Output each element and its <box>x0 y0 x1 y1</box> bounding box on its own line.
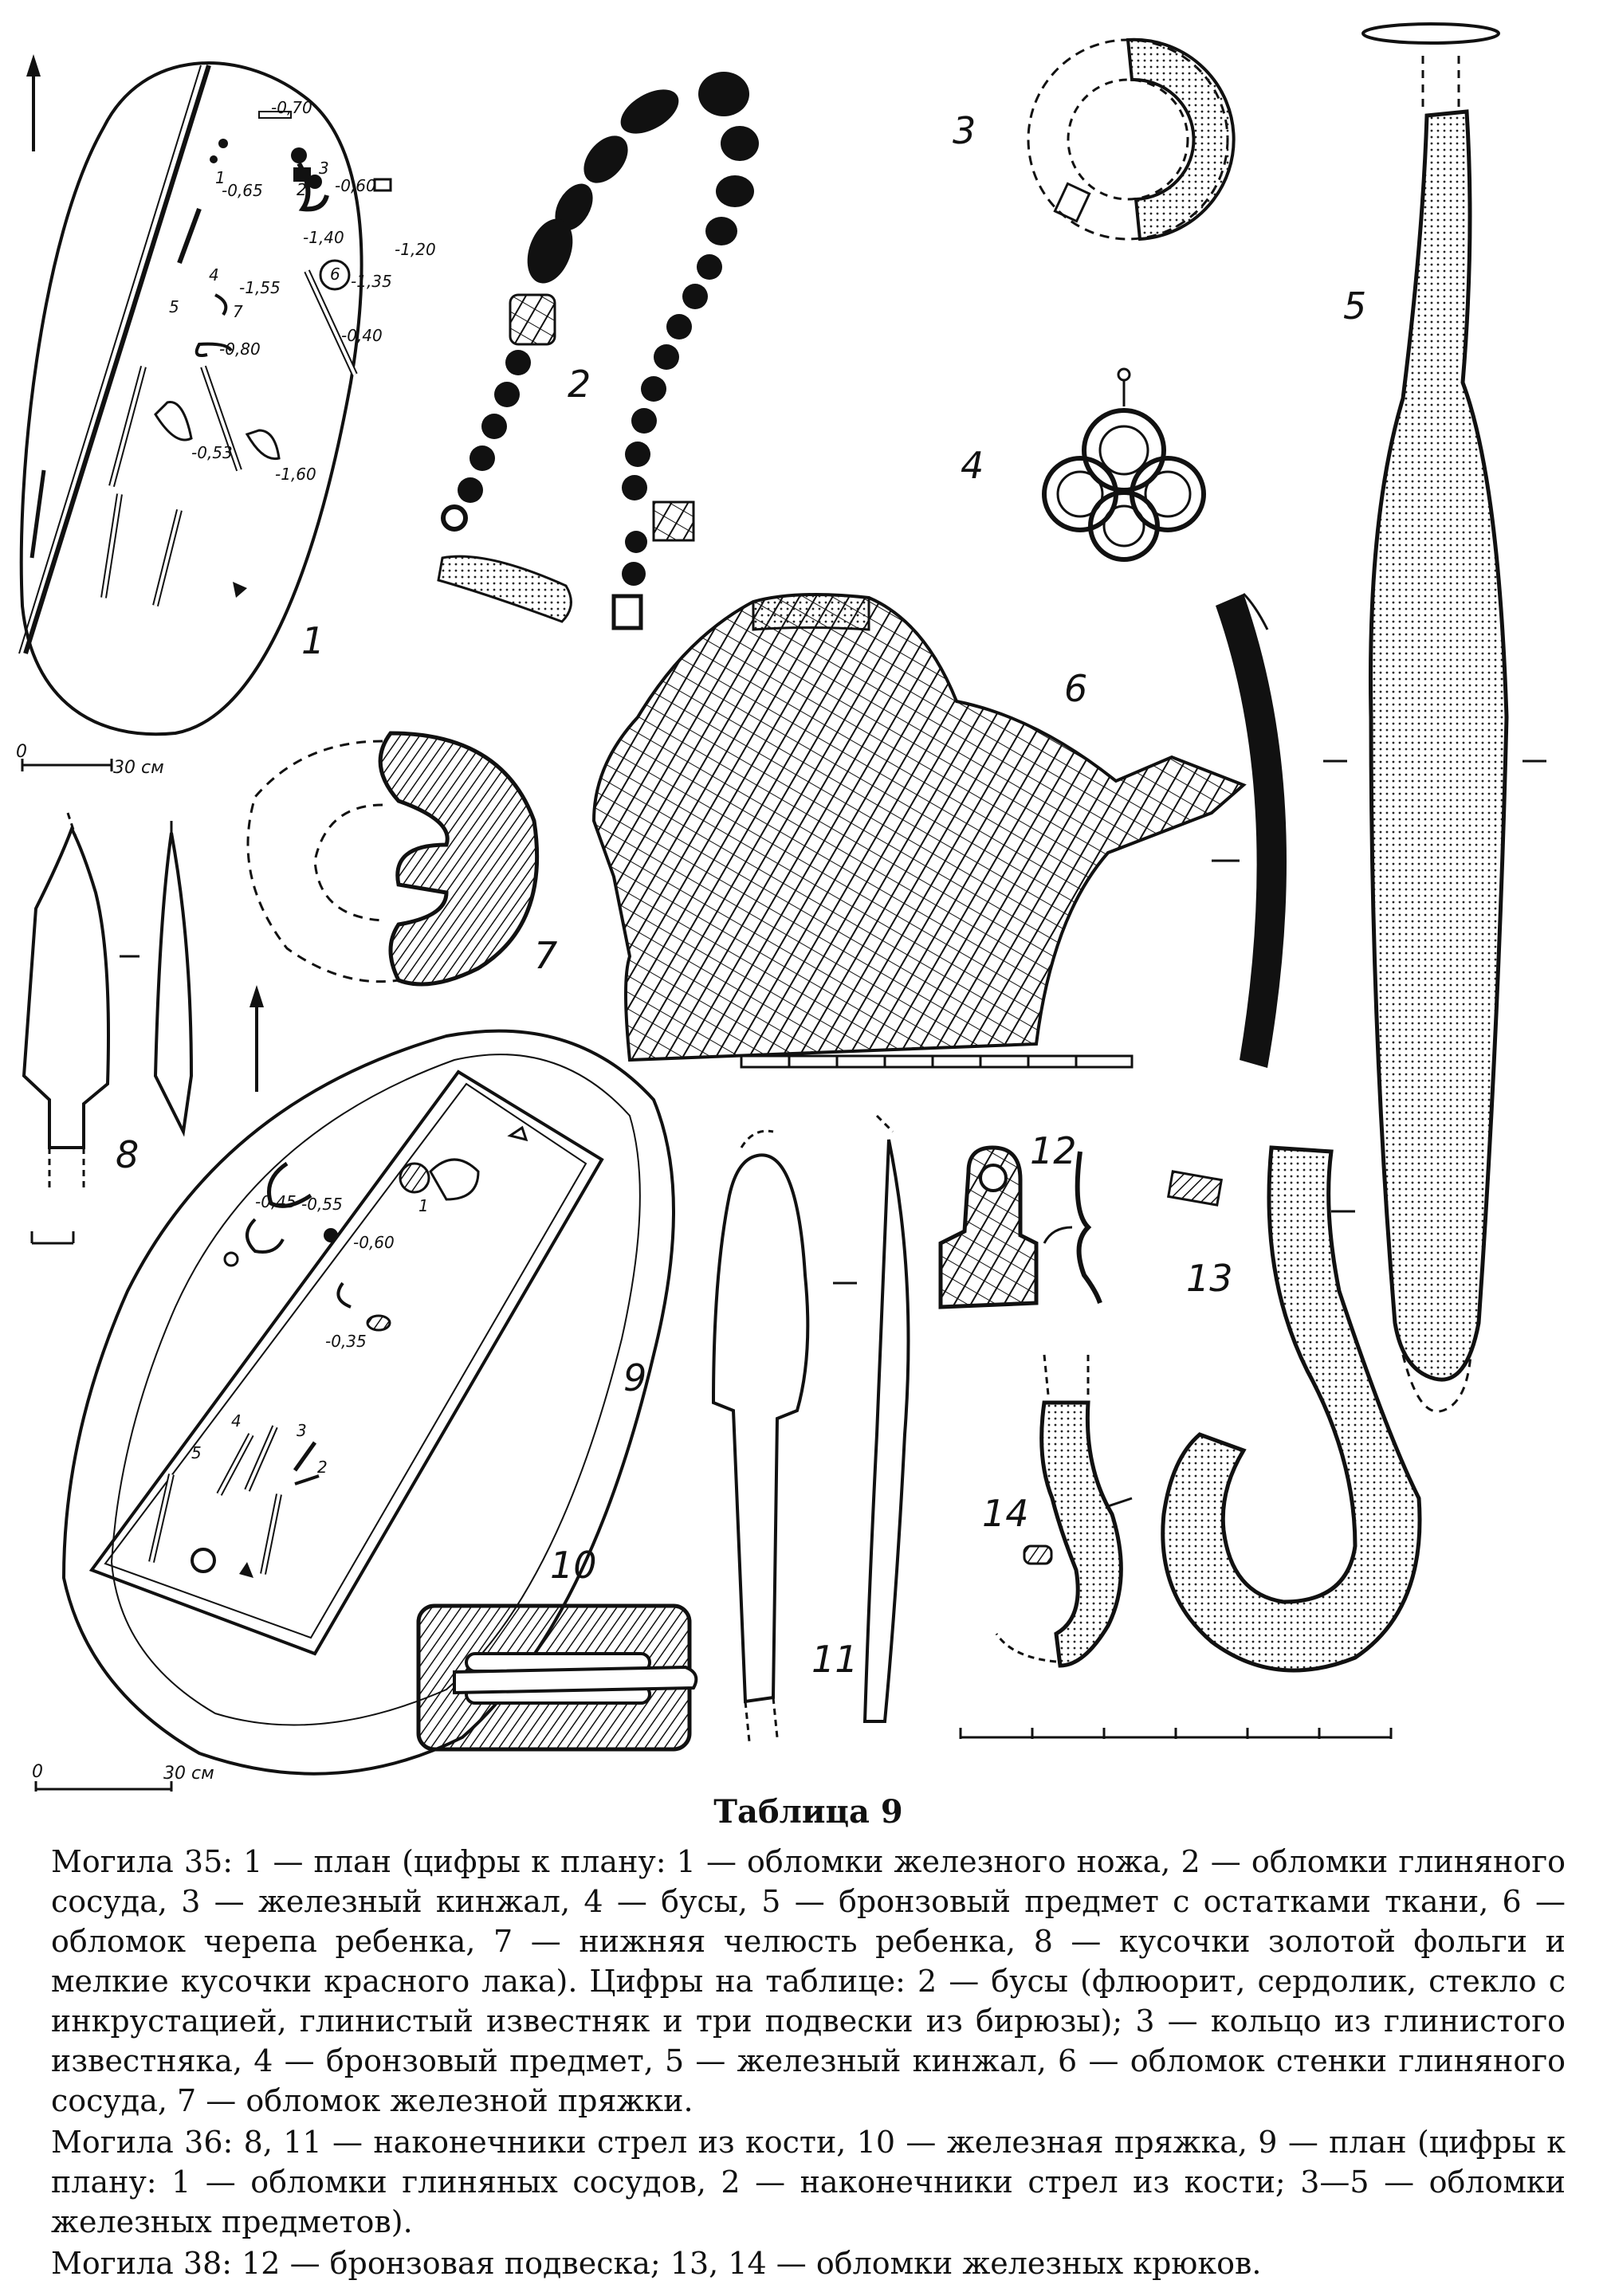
plan1-depth: -0,80 <box>219 339 261 359</box>
label-fig14: 14 <box>982 1492 1029 1535</box>
label-fig12: 12 <box>1030 1129 1077 1172</box>
caption-title: Таблица 9 <box>713 1793 903 1831</box>
figure-caption <box>51 1793 1566 2283</box>
label-fig4: 4 <box>961 444 984 487</box>
iron-hook-13 <box>1163 1148 1420 1670</box>
label-fig2: 2 <box>568 363 591 406</box>
bronze-pendant <box>941 1129 1100 1307</box>
plan1-number: 6 <box>330 265 340 284</box>
scale-zero: 0 <box>32 1762 43 1782</box>
plan1-number: 2 <box>297 180 307 199</box>
plan1-number: 3 <box>319 159 329 178</box>
plan1-depth: -0,53 <box>191 443 233 462</box>
plan9-number: 3 <box>297 1421 307 1440</box>
plan9-number: 2 <box>317 1458 328 1477</box>
plan9-depth: -0,60 <box>353 1233 395 1252</box>
plan9-depth: -0,55 <box>301 1195 343 1214</box>
stone-ring <box>953 40 1234 239</box>
caption-paragraph-grave-35: Могила 35: 1 — план (цифры к плану: 1 — обломки железного ножа, 2 — обломки глиняного сосуда, 3 — железный кинжал, 4 — бусы, 5 — бронзовый предмет с остатками ткани, 6 — обломок черепа ребенка, 7 — нижняя челюсть ребенка, 8 — кусочки золотой фольги и мелкие кусочки красного лака). Цифры на таблице: 2 — бусы (флюорит, сердолик, стекло с инкрустацией, глинистый известняк и три подвески из бирюзы); 3 — кольцо из глинистого известняка, 4 — бронзовый предмет, 5 — железный кинжал, 6 — обломок стенки глиняного сосуда, 7 — обломок железной пряжки. <box>51 1844 1566 2118</box>
bone-arrowheads <box>24 813 191 1243</box>
iron-buckle <box>418 1544 696 1749</box>
label-fig11: 11 <box>811 1638 859 1681</box>
plan1-number: 7 <box>233 302 243 321</box>
plan9-number: 1 <box>418 1196 429 1215</box>
label-fig3: 3 <box>953 109 976 152</box>
label-fig8: 8 <box>116 1133 139 1176</box>
caption-paragraph-grave-38: Могила 38: 12 — бронзовая подвеска; 13, 14 — обломки железных крюков. <box>51 2246 1262 2281</box>
plan1-number: 1 <box>215 168 226 187</box>
plan9-depth: -0,45 <box>255 1192 297 1211</box>
plan1-number: 4 <box>209 265 219 285</box>
scale-end: 30 см <box>163 1764 214 1784</box>
bone-arrowheads-11 <box>713 1116 909 1741</box>
plan9-depth: -0,35 <box>325 1332 367 1351</box>
plan1-depth: -1,60 <box>275 465 316 484</box>
bronze-object <box>961 369 1204 559</box>
pottery-sherd <box>594 595 1244 1067</box>
scale-end: 30 см <box>113 758 164 778</box>
plan1-depth: -1,35 <box>351 272 392 291</box>
label-fig13: 13 <box>1186 1257 1233 1300</box>
plan1-depth: -1,20 <box>395 240 436 259</box>
plan1-depth: -0,40 <box>341 326 383 345</box>
scale-zero: 0 <box>16 742 27 762</box>
label-fig9: 9 <box>623 1356 647 1399</box>
beads-necklace <box>438 72 759 628</box>
plan1-depth: -1,55 <box>239 278 281 297</box>
label-fig5: 5 <box>1343 285 1367 328</box>
plan9-number: 5 <box>191 1443 202 1462</box>
label-fig7: 7 <box>534 934 558 977</box>
label-fig1: 1 <box>301 619 325 662</box>
iron-dagger <box>1323 24 1546 1411</box>
iron-buckle-fragment <box>248 733 557 984</box>
plan1-number: 5 <box>169 297 179 316</box>
plan1-depth: -0,60 <box>335 176 376 195</box>
label-fig6: 6 <box>1064 667 1088 710</box>
plan1-depth: -1,40 <box>303 228 344 247</box>
sherd-profile <box>1212 594 1287 1068</box>
caption-paragraph-grave-36: Могила 36: 8, 11 — наконечники стрел из кости, 10 — железная пряжка, 9 — план (цифры к плану: 1 — обломки глиняных сосудов, 2 — наконечники стрел из кости; 3—5 — обломки железных предметов). <box>51 2125 1566 2239</box>
grave-plan-35 <box>16 54 436 778</box>
plan1-depth: -0,65 <box>222 181 263 200</box>
plan9-number: 4 <box>231 1411 242 1431</box>
plan1-depth: -0,70 <box>271 98 312 117</box>
label-fig10: 10 <box>550 1544 597 1587</box>
